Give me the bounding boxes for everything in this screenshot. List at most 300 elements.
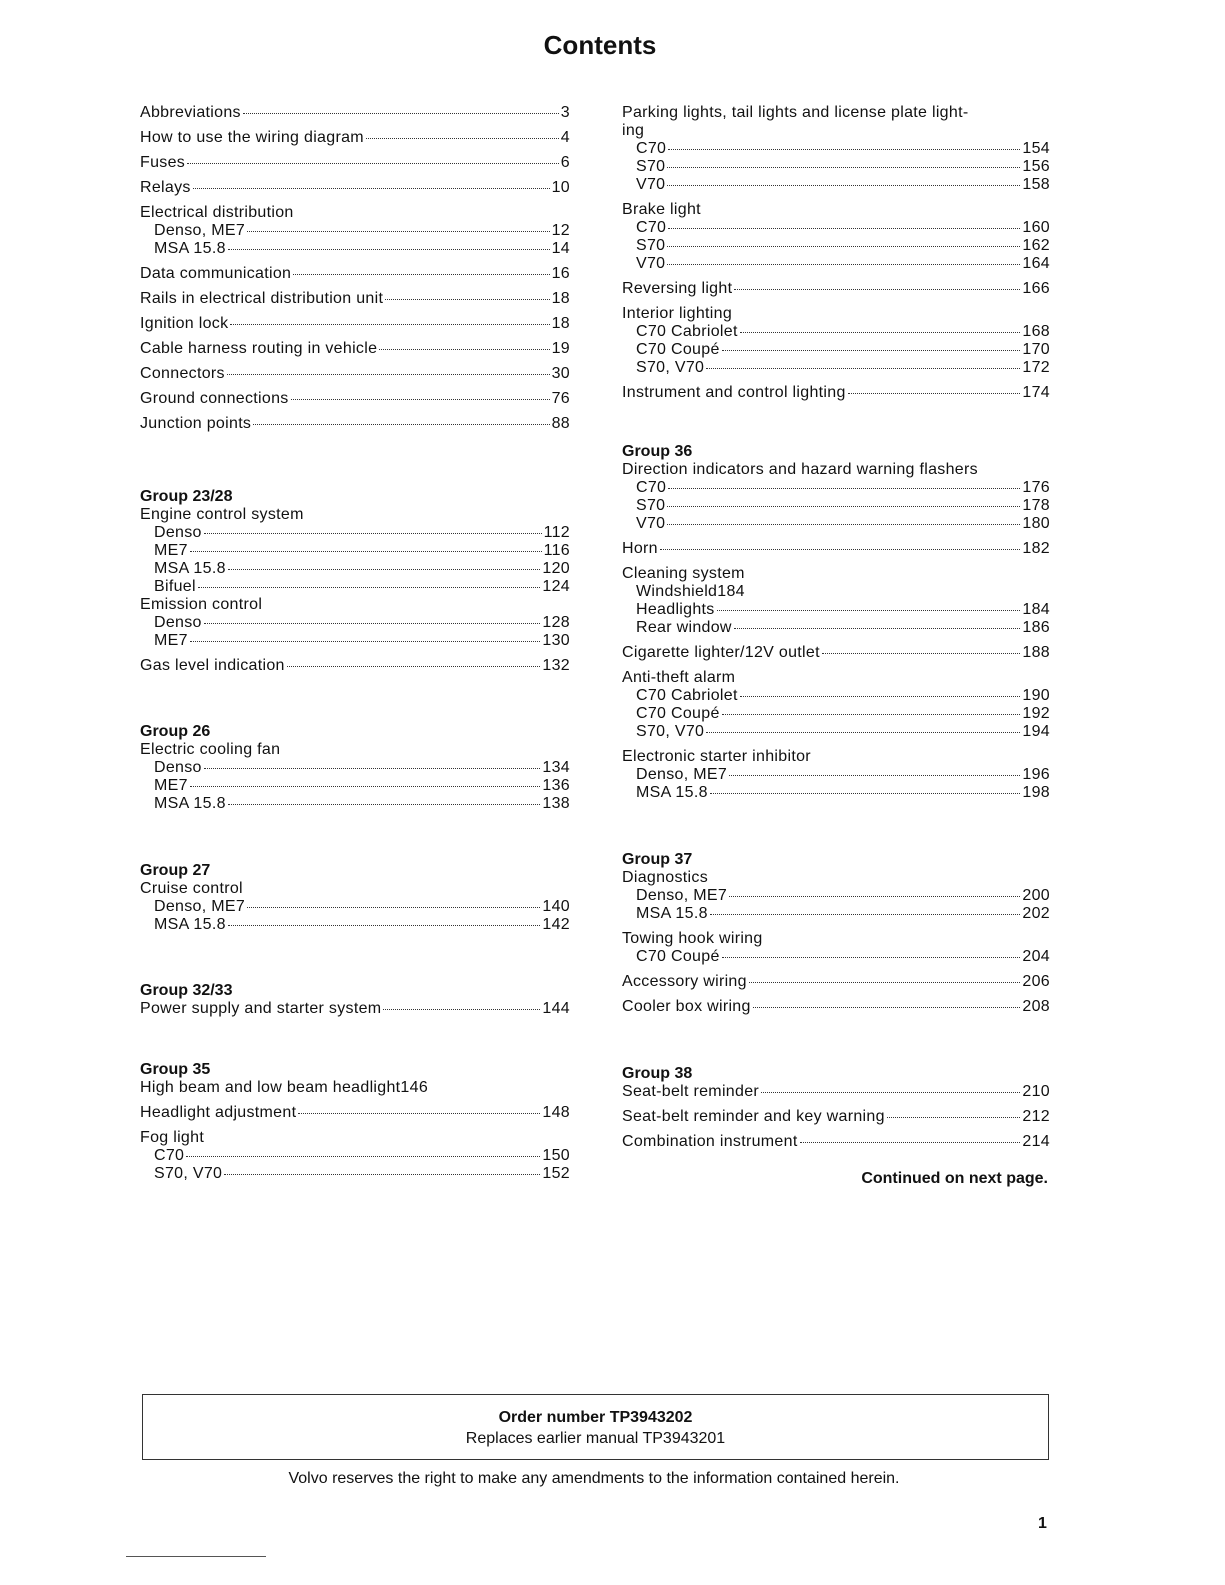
dot-leader xyxy=(722,957,1021,958)
dot-leader xyxy=(204,533,542,534)
toc-entry-page: 148 xyxy=(542,1104,570,1121)
toc-entry-page: 212 xyxy=(1022,1108,1050,1125)
dot-leader xyxy=(722,350,1021,351)
toc-entry-label: MSA 15.8 xyxy=(636,784,708,801)
toc-entry-label: Ground connections xyxy=(140,390,289,407)
toc-entry-label: C70 xyxy=(636,219,667,236)
toc-entry-page: 202 xyxy=(1022,905,1050,922)
toc-entry xyxy=(622,323,1050,341)
toc-entry-label: Headlights xyxy=(636,601,715,618)
section-subheading: Windshield184 xyxy=(636,583,745,600)
toc-entry xyxy=(140,104,570,122)
toc-entry-page: 18 xyxy=(551,315,570,332)
dot-leader xyxy=(247,231,550,232)
dot-leader xyxy=(668,149,1020,150)
toc-entry-page: 30 xyxy=(551,365,570,382)
toc-entry xyxy=(622,237,1050,255)
toc-entry-label: C70 Cabriolet xyxy=(636,687,738,704)
toc-entry xyxy=(622,948,1050,966)
toc-entry-holder xyxy=(622,280,1050,298)
dot-leader xyxy=(753,1007,1021,1008)
toc-entry-label: Seat-belt reminder and key warning xyxy=(622,1108,885,1125)
toc-entry-page: 194 xyxy=(1022,723,1050,740)
sub-list xyxy=(622,479,1050,533)
toc-entry xyxy=(140,222,570,240)
toc-entry-page: 204 xyxy=(1022,948,1050,965)
dot-leader xyxy=(379,349,549,350)
toc-entry xyxy=(622,905,1050,923)
toc-entry-page: 19 xyxy=(551,340,570,357)
dot-leader xyxy=(186,1156,540,1157)
dot-leader xyxy=(710,793,1021,794)
sub-list xyxy=(622,219,1050,273)
toc-entry-label: S70 xyxy=(636,158,666,175)
toc-entry-holder xyxy=(140,1000,570,1018)
dot-leader xyxy=(660,549,1021,550)
toc-entry-label: MSA 15.8 xyxy=(154,916,226,933)
toc-entry-label: Reversing light xyxy=(622,280,733,297)
sub-list xyxy=(622,601,1050,637)
toc-entry-label: Rails in electrical distribution unit xyxy=(140,290,384,307)
sub-list xyxy=(622,948,1050,966)
toc-entry xyxy=(622,723,1050,741)
toc-entry xyxy=(140,129,570,147)
toc-entry xyxy=(622,1133,1050,1151)
toc-entry xyxy=(622,280,1050,298)
dot-leader xyxy=(734,628,1021,629)
dot-leader xyxy=(243,113,559,114)
toc-entry-holder xyxy=(622,998,1050,1016)
sub-list xyxy=(140,898,570,934)
toc-entry-label: C70 Cabriolet xyxy=(636,323,738,340)
toc-entry xyxy=(622,784,1050,802)
toc-entry-label: MSA 15.8 xyxy=(154,795,226,812)
toc-entry xyxy=(622,359,1050,377)
sub-list xyxy=(140,524,570,596)
toc-entry-page: 192 xyxy=(1022,705,1050,722)
page-title: Contents xyxy=(543,30,657,60)
intro-list-2 xyxy=(140,265,570,433)
toc-entry-label: C70 Coupé xyxy=(636,948,720,965)
toc-entry-page: 6 xyxy=(560,154,570,171)
dot-leader xyxy=(800,1142,1021,1143)
toc-entry-page: 4 xyxy=(560,129,570,146)
section-heading: Electrical distribution xyxy=(140,204,294,221)
dot-leader xyxy=(710,914,1021,915)
toc-entry-page: 176 xyxy=(1022,479,1050,496)
toc-entry-label: ME7 xyxy=(154,542,188,559)
toc-entry-page: 214 xyxy=(1022,1133,1050,1150)
dot-leader xyxy=(740,696,1021,697)
dot-leader xyxy=(190,786,541,787)
toc-entry-page: 116 xyxy=(543,542,570,559)
toc-entry-page: 188 xyxy=(1022,644,1050,661)
section-heading: Brake light xyxy=(622,201,701,218)
toc-entry-page: 124 xyxy=(542,578,570,595)
toc-entry-label: S70, V70 xyxy=(154,1165,223,1182)
toc-entry-page: 186 xyxy=(1022,619,1050,636)
dot-leader xyxy=(749,982,1021,983)
toc-entry xyxy=(140,365,570,383)
group-heading: Group 36 xyxy=(622,443,693,460)
toc-entry-page: 164 xyxy=(1022,255,1050,272)
page-number: 1 xyxy=(1038,1515,1047,1532)
toc-entry-page: 14 xyxy=(551,240,570,257)
group-heading: Group 35 xyxy=(140,1061,211,1078)
toc-entry xyxy=(140,524,570,542)
toc-entry xyxy=(140,632,570,650)
toc-entry-page: 206 xyxy=(1022,973,1050,990)
toc-entry xyxy=(622,1083,1050,1101)
dot-leader xyxy=(198,587,541,588)
toc-entry-label: Denso, ME7 xyxy=(154,222,246,239)
dot-leader xyxy=(887,1117,1021,1118)
toc-entry-label: Junction points xyxy=(140,415,252,432)
sub-list xyxy=(622,323,1050,377)
toc-entry-label: Horn xyxy=(622,540,658,557)
dot-leader xyxy=(228,569,541,570)
toc-entry-label: Data communication xyxy=(140,265,292,282)
toc-entry-page: 174 xyxy=(1022,384,1050,401)
toc-entry-page: 172 xyxy=(1022,359,1050,376)
toc-entry-page: 130 xyxy=(542,632,570,649)
toc-entry-label: Gas level indication xyxy=(140,657,285,674)
dot-leader xyxy=(187,163,559,164)
order-replaces: Replaces earlier manual TP3943201 xyxy=(465,1430,726,1447)
toc-entry-page: 170 xyxy=(1022,341,1050,358)
toc-entry-page: 168 xyxy=(1022,323,1050,340)
sub-list xyxy=(622,766,1050,802)
toc-entry-label: Relays xyxy=(140,179,191,196)
toc-entry-page: 156 xyxy=(1022,158,1050,175)
toc-entry-page: 16 xyxy=(551,265,570,282)
dot-leader xyxy=(706,732,1020,733)
dot-leader xyxy=(366,138,559,139)
toc-entry-holder xyxy=(622,644,1050,662)
dot-leader xyxy=(667,185,1020,186)
section-heading: Interior lighting xyxy=(622,305,733,322)
toc-entry-label: Denso xyxy=(154,759,202,776)
section-heading-continued: ing xyxy=(622,122,645,139)
toc-entry-page: 154 xyxy=(1022,140,1050,157)
toc-entry xyxy=(140,542,570,560)
toc-entry-label: Combination instrument xyxy=(622,1133,798,1150)
toc-entry-label: S70, V70 xyxy=(636,723,705,740)
section-heading: Anti-theft alarm xyxy=(622,669,736,686)
toc-entry-page: 138 xyxy=(542,795,570,812)
toc-entry xyxy=(140,240,570,258)
toc-entry xyxy=(140,898,570,916)
toc-entry-label: MSA 15.8 xyxy=(154,240,226,257)
dot-leader xyxy=(228,925,541,926)
contents-left-column xyxy=(140,104,570,1183)
toc-entry-label: ME7 xyxy=(154,632,188,649)
toc-entry-label: V70 xyxy=(636,176,666,193)
toc-entry-page: 18 xyxy=(551,290,570,307)
toc-entry-page: 128 xyxy=(542,614,570,631)
dot-leader xyxy=(298,1113,540,1114)
toc-entry xyxy=(140,1104,570,1122)
dot-leader xyxy=(668,488,1020,489)
toc-entry-label: Fuses xyxy=(140,154,186,171)
group-heading: Group 32/33 xyxy=(140,982,233,999)
toc-entry-page: 162 xyxy=(1022,237,1050,254)
toc-entry-holder xyxy=(140,657,570,675)
toc-entry-page: 182 xyxy=(1022,540,1050,557)
toc-entry-label: Cable harness routing in vehicle xyxy=(140,340,378,357)
toc-entry xyxy=(140,777,570,795)
toc-entry xyxy=(622,219,1050,237)
toc-entry xyxy=(622,601,1050,619)
sub-list xyxy=(140,1147,570,1183)
toc-entry-label: Seat-belt reminder xyxy=(622,1083,760,1100)
toc-entry-page: 144 xyxy=(542,1000,570,1017)
toc-entry-label: Denso xyxy=(154,614,202,631)
toc-entry-label: Power supply and starter system xyxy=(140,1000,382,1017)
toc-entry-page: 134 xyxy=(542,759,570,776)
dot-leader xyxy=(228,804,541,805)
section-heading: Diagnostics xyxy=(622,869,709,886)
toc-entry-label: Connectors xyxy=(140,365,225,382)
toc-entry-label: S70 xyxy=(636,237,666,254)
toc-entry xyxy=(140,795,570,813)
toc-entry-page: 152 xyxy=(542,1165,570,1182)
toc-entry xyxy=(140,578,570,596)
toc-entry-page: 88 xyxy=(551,415,570,432)
toc-entry xyxy=(140,265,570,283)
toc-entry xyxy=(622,515,1050,533)
toc-entry-page: 158 xyxy=(1022,176,1050,193)
toc-entry xyxy=(622,705,1050,723)
toc-entry-label: Denso, ME7 xyxy=(636,887,728,904)
toc-entry-page: 210 xyxy=(1022,1083,1050,1100)
toc-entry xyxy=(622,1108,1050,1126)
intro-list xyxy=(140,104,570,197)
group-heading: Group 27 xyxy=(140,862,211,879)
toc-entry-label: MSA 15.8 xyxy=(636,905,708,922)
sub-list xyxy=(622,887,1050,923)
dot-leader xyxy=(734,289,1020,290)
group-heading: Group 23/28 xyxy=(140,488,233,505)
toc-entry-page: 76 xyxy=(551,390,570,407)
toc-entry-label: C70 xyxy=(636,479,667,496)
toc-entry-page: 3 xyxy=(560,104,570,121)
toc-entry-page: 160 xyxy=(1022,219,1050,236)
toc-entry xyxy=(622,766,1050,784)
section-heading: Engine control system xyxy=(140,506,304,523)
toc-entry xyxy=(622,540,1050,558)
continued-note: Continued on next page. xyxy=(861,1170,1048,1187)
dot-leader xyxy=(204,768,541,769)
toc-entry xyxy=(140,1147,570,1165)
toc-entry xyxy=(140,290,570,308)
toc-entry xyxy=(622,887,1050,905)
section-heading: Emission control xyxy=(140,596,263,613)
section-heading: Fog light xyxy=(140,1129,205,1146)
toc-entry-holder xyxy=(622,540,1050,558)
sub-list xyxy=(622,687,1050,741)
dot-leader xyxy=(822,653,1021,654)
dot-leader xyxy=(667,167,1020,168)
toc-entry-label: V70 xyxy=(636,255,666,272)
toc-entry xyxy=(622,644,1050,662)
dot-leader xyxy=(729,896,1020,897)
toc-entry xyxy=(140,179,570,197)
toc-entry-label: C70 Coupé xyxy=(636,341,720,358)
order-box xyxy=(142,1394,1049,1460)
toc-entry xyxy=(140,315,570,333)
toc-entry-page: 120 xyxy=(542,560,570,577)
dot-leader xyxy=(667,524,1020,525)
toc-entry xyxy=(622,497,1050,515)
group-heading: Group 37 xyxy=(622,851,693,868)
toc-entry-label: Cooler box wiring xyxy=(622,998,751,1015)
entry-list xyxy=(622,1083,1050,1151)
toc-entry xyxy=(622,176,1050,194)
sub-list xyxy=(140,614,570,650)
toc-entry-page: 184 xyxy=(1022,601,1050,618)
toc-entry xyxy=(622,687,1050,705)
toc-entry xyxy=(140,154,570,172)
toc-entry-page: 112 xyxy=(543,524,570,541)
toc-entry xyxy=(622,140,1050,158)
group-heading: Group 26 xyxy=(140,723,211,740)
toc-entry-label: ME7 xyxy=(154,777,188,794)
toc-entry-label: Ignition lock xyxy=(140,315,229,332)
toc-entry-page: 208 xyxy=(1022,998,1050,1015)
toc-entry xyxy=(140,1000,570,1018)
toc-entry xyxy=(140,657,570,675)
toc-entry-page: 180 xyxy=(1022,515,1050,532)
toc-entry-label: C70 Coupé xyxy=(636,705,720,722)
dot-leader xyxy=(227,374,550,375)
sub-list xyxy=(622,140,1050,194)
dot-leader xyxy=(667,246,1020,247)
toc-entry-page: 12 xyxy=(551,222,570,239)
toc-entry-label: V70 xyxy=(636,515,666,532)
dot-leader xyxy=(247,907,540,908)
toc-entry-label: Denso, ME7 xyxy=(154,898,246,915)
toc-entry-label: S70, V70 xyxy=(636,359,705,376)
toc-entry-label: How to use the wiring diagram xyxy=(140,129,364,146)
dot-leader xyxy=(667,506,1020,507)
toc-entry xyxy=(140,340,570,358)
toc-entry-label: Abbreviations xyxy=(140,104,241,121)
section-heading: Parking lights, tail lights and license plate light- xyxy=(622,104,969,121)
toc-entry-holder xyxy=(622,384,1050,402)
toc-entry xyxy=(622,973,1050,991)
toc-entry xyxy=(622,998,1050,1016)
contents-right-column xyxy=(622,104,1050,1158)
toc-entry-page: 136 xyxy=(542,777,570,794)
section-heading: Cleaning system xyxy=(622,565,745,582)
toc-entry xyxy=(622,479,1050,497)
section-heading: High beam and low beam headlight146 xyxy=(140,1079,429,1096)
toc-entry-label: Rear window xyxy=(636,619,732,636)
dot-leader xyxy=(848,393,1021,394)
toc-entry xyxy=(140,759,570,777)
dot-leader xyxy=(706,368,1020,369)
toc-entry xyxy=(140,1165,570,1183)
dot-leader xyxy=(193,188,550,189)
dot-leader xyxy=(729,775,1020,776)
dot-leader xyxy=(190,641,541,642)
dot-leader xyxy=(722,714,1021,715)
section-heading: Direction indicators and hazard warning flashers xyxy=(622,461,978,478)
toc-entry-label: S70 xyxy=(636,497,666,514)
disclaimer: Volvo reserves the right to make any amendments to the information contained herein. xyxy=(288,1470,900,1487)
toc-entry xyxy=(622,341,1050,359)
toc-entry-label: MSA 15.8 xyxy=(154,560,226,577)
dot-leader xyxy=(291,399,550,400)
dot-leader xyxy=(204,623,541,624)
toc-entry xyxy=(622,619,1050,637)
toc-entry-label: Accessory wiring xyxy=(622,973,747,990)
toc-entry-page: 198 xyxy=(1022,784,1050,801)
toc-entry xyxy=(622,255,1050,273)
section-heading: Electronic starter inhibitor xyxy=(622,748,811,765)
sub-list xyxy=(140,222,570,258)
toc-entry-label: Instrument and control lighting xyxy=(622,384,846,401)
dot-leader xyxy=(717,610,1021,611)
dot-leader xyxy=(667,264,1020,265)
toc-entry-page: 166 xyxy=(1022,280,1050,297)
toc-entry xyxy=(140,560,570,578)
section-heading: Cruise control xyxy=(140,880,243,897)
toc-entry-label: Bifuel xyxy=(154,578,196,595)
dot-leader xyxy=(228,249,550,250)
toc-entry xyxy=(140,614,570,632)
section-heading: Towing hook wiring xyxy=(622,930,763,947)
toc-entry-page: 10 xyxy=(551,179,570,196)
dot-leader xyxy=(383,1009,540,1010)
toc-entry xyxy=(622,384,1050,402)
toc-entry-page: 132 xyxy=(542,657,570,674)
dot-leader xyxy=(224,1174,540,1175)
dot-leader xyxy=(293,274,549,275)
dot-leader xyxy=(761,1092,1020,1093)
section-heading: Electric cooling fan xyxy=(140,741,281,758)
dot-leader xyxy=(740,332,1021,333)
toc-entry-label: C70 xyxy=(636,140,667,157)
toc-entry-page: 200 xyxy=(1022,887,1050,904)
toc-entry-page: 150 xyxy=(542,1147,570,1164)
toc-entry-label: C70 xyxy=(154,1147,185,1164)
toc-entry-label: Cigarette lighter/12V outlet xyxy=(622,644,820,661)
divider xyxy=(126,1556,266,1557)
toc-entry-label: Headlight adjustment xyxy=(140,1104,297,1121)
group-heading: Group 38 xyxy=(622,1065,693,1082)
dot-leader xyxy=(190,551,542,552)
toc-entry-holder xyxy=(622,973,1050,991)
toc-entry-page: 190 xyxy=(1022,687,1050,704)
sub-list xyxy=(140,759,570,813)
toc-entry-holder xyxy=(140,1104,570,1122)
dot-leader xyxy=(385,299,549,300)
dot-leader xyxy=(230,324,549,325)
toc-entry-page: 140 xyxy=(542,898,570,915)
toc-entry-label: Denso xyxy=(154,524,202,541)
toc-entry xyxy=(140,415,570,433)
toc-entry xyxy=(140,390,570,408)
toc-entry-page: 196 xyxy=(1022,766,1050,783)
dot-leader xyxy=(253,424,549,425)
order-number: Order number TP3943202 xyxy=(498,1409,693,1426)
toc-entry xyxy=(622,158,1050,176)
toc-entry-page: 178 xyxy=(1022,497,1050,514)
toc-entry-page: 142 xyxy=(542,916,570,933)
dot-leader xyxy=(287,666,541,667)
